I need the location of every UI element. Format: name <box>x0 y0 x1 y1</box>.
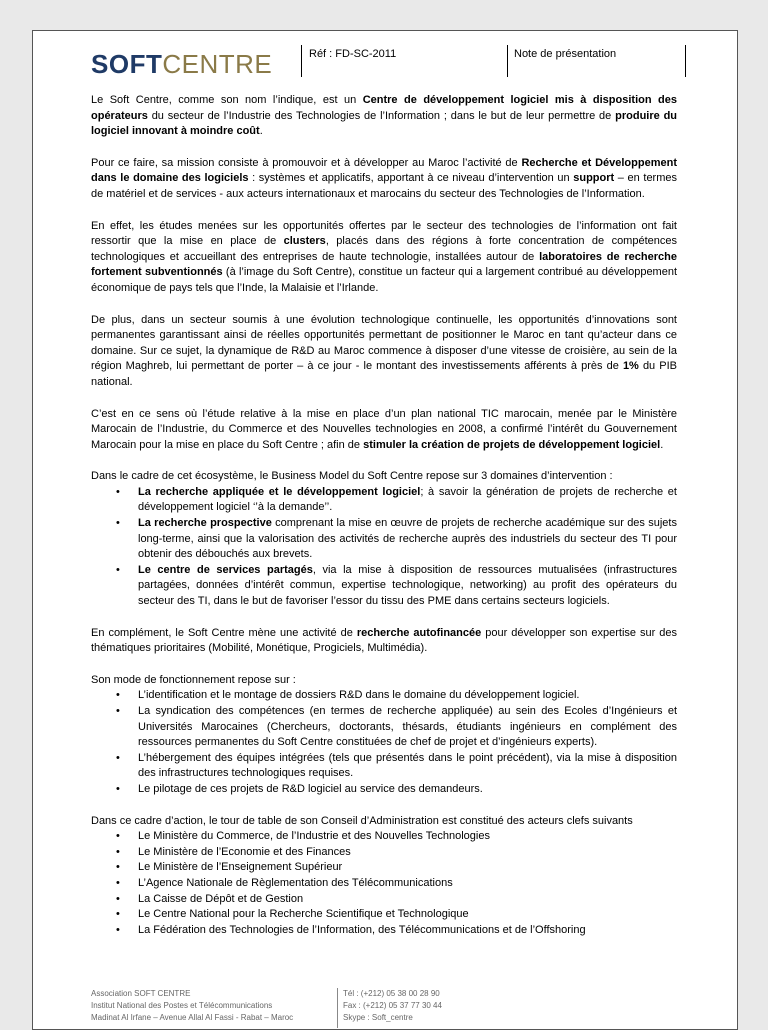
paragraph-dynamics: De plus, dans un secteur soumis à une évolution technologique continuelle, les opportunités d’innovations sont permanentes garantissant ainsi de réelles opportunités permettant de positionner le Maroc en tant qu’acteur dans ce domaine. Sur ce sujet, la dynamique de R&D au Maroc commence à disposer d’une vitesse de croisière, au sein de la région Maghreb, lui permettant de porter – à ce jour - le montant des investissements afférents à près de 1% du PIB national. <box>91 313 678 388</box>
reference: Réf : FD-SC-2011 <box>309 48 397 60</box>
board-list <box>91 829 677 938</box>
list-item: • La Fédération des Technologies de l’Information, des Télécommunications et de l’Offshoring <box>138 923 677 939</box>
footer-contacts: Tél : (+212) 05 38 00 28 90 Fax : (+212) 05 37 77 30 44 Skype : Soft_centre <box>343 989 442 1022</box>
domains-list <box>91 485 677 610</box>
list-item: • La Caisse de Dépôt et de Gestion <box>138 892 677 908</box>
list-item: • Le Ministère de l’Economie et des Finances <box>138 845 677 861</box>
list-item: • Le Centre National pour la Recherche Scientifique et Technologique <box>138 907 677 923</box>
paragraph-board: Dans ce cadre d’action, le tour de table de son Conseil d’Administration est constitué des acteurs clefs suivants <box>91 814 633 827</box>
operation-list <box>91 688 677 797</box>
logo-soft: SOFT <box>91 49 163 79</box>
list-item: • Le centre de services partagés, via la mise à disposition de ressources mutualisées (infrastructures partagées, données d’intérêt commun, expertise technologique, networking) au profit des opérateurs du secteur des TI, dans le but de favoriser l’essor du tissu des PME dans certains secteurs logiciels. <box>138 563 677 610</box>
paragraph-intro: Le Soft Centre, comme son nom l’indique, est un Centre de développement logiciel mis à disposition des opérateurs du secteur de l’Industrie des Technologies de l’Information ; dans le but de leur permettre de produire du logiciel innovant à moindre coût. <box>91 94 678 138</box>
paragraph-mission: Pour ce faire, sa mission consiste à promouvoir et à développer au Maroc l’activité de Recherche et Développement dans le domaine des logiciels : systèmes et applicatifs, apportant à ce niveau d’intervention un support – en termes de matériel et de services - aux acteurs internationaux et marocains du secteur des Technologies de l’Information. <box>91 156 678 200</box>
header-divider <box>685 45 686 77</box>
list-item: • L’Agence Nationale de Règlementation des Télécommunications <box>138 876 677 892</box>
list-item: • La recherche appliquée et le développement logiciel; à savoir la génération de projets de recherche et développement logiciel ‘’à la demande’’. <box>138 485 677 516</box>
paragraph-operation: Son mode de fonctionnement repose sur : <box>91 673 296 686</box>
logo-centre: CENTRE <box>162 49 273 79</box>
document-type: Note de présentation <box>514 48 617 60</box>
list-item: • La syndication des compétences (en termes de recherche appliquée) au sein des Ecoles d’Ingénieurs et Universités Marocaines (Chercheurs, doctorants, thésards, étudiants ingénieurs en complément des ressources permanentes du Soft Centre constituées de chef de projet et d’ingénieurs experts). <box>138 704 677 751</box>
list-item: • Le pilotage de ces projets de R&D logiciel au service des demandeurs. <box>138 782 677 798</box>
footer-divider <box>337 988 338 1028</box>
header-divider <box>301 45 302 77</box>
softcentre-logo <box>91 49 272 80</box>
paragraph-business-model: Dans le cadre de cet écosystème, le Business Model du Soft Centre repose sur 3 domaines d’intervention : <box>91 470 613 483</box>
document-body <box>91 93 677 954</box>
list-item: • L’identification et le montage de dossiers R&D dans le domaine du développement logiciel. <box>138 688 677 704</box>
document-page <box>32 30 738 1030</box>
paragraph-studies: En effet, les études menées sur les opportunités offertes par le secteur des technologies de l’information ont fait ressortir que la mise en place de clusters, placés dans des régions à forte concentration de compétences technologiques et accueillant des entreprises de haute technologie, installées autour de laboratoires de recherche fortement subventionnés (à l’image du Soft Centre), constitue un facteur qui a largement contribué au développement économique de pays tels que l’Inde, la Malaisie et l’Irlande. <box>91 219 678 294</box>
list-item: • L’hébergement des équipes intégrées (tels que présentés dans le point précédent), via la mise à disposition des infrastructures technologiques requises. <box>138 751 677 782</box>
header-divider <box>507 45 508 77</box>
footer-address: Association SOFT CENTRE Institut National des Postes et Télécommunications Madinat Al Irfane – Avenue Allal Al Fassi - Rabat – Maroc <box>91 989 294 1022</box>
paragraph-plan: C’est en ce sens où l’étude relative à la mise en place d’un plan national TIC marocain, menée par le Ministère Marocain de l’Industrie, du Commerce et des Nouvelles technologies en 2008, a confirmé l’intérêt du Gouvernement Marocain pour la mise en place du Soft Centre ; afin de stimuler la création de projets de développement logiciel. <box>91 407 677 451</box>
list-item: • Le Ministère de l’Enseignement Supérieur <box>138 860 677 876</box>
list-item: • Le Ministère du Commerce, de l’Industrie et des Nouvelles Technologies <box>138 829 677 845</box>
list-item: • La recherche prospective comprenant la mise en œuvre de projets de recherche académique sur des sujets long-terme, ainsi que la valorisation des activités de recherche auprès des industriels du secteur des TI pour obtenir des débouchés aux brevets. <box>138 516 677 563</box>
paragraph-complement: En complément, le Soft Centre mène une activité de recherche autofinancée pour développer son expertise sur des thématiques prioritaires (Mobilité, Monétique, Progiciels, Multimédia). <box>91 626 678 655</box>
